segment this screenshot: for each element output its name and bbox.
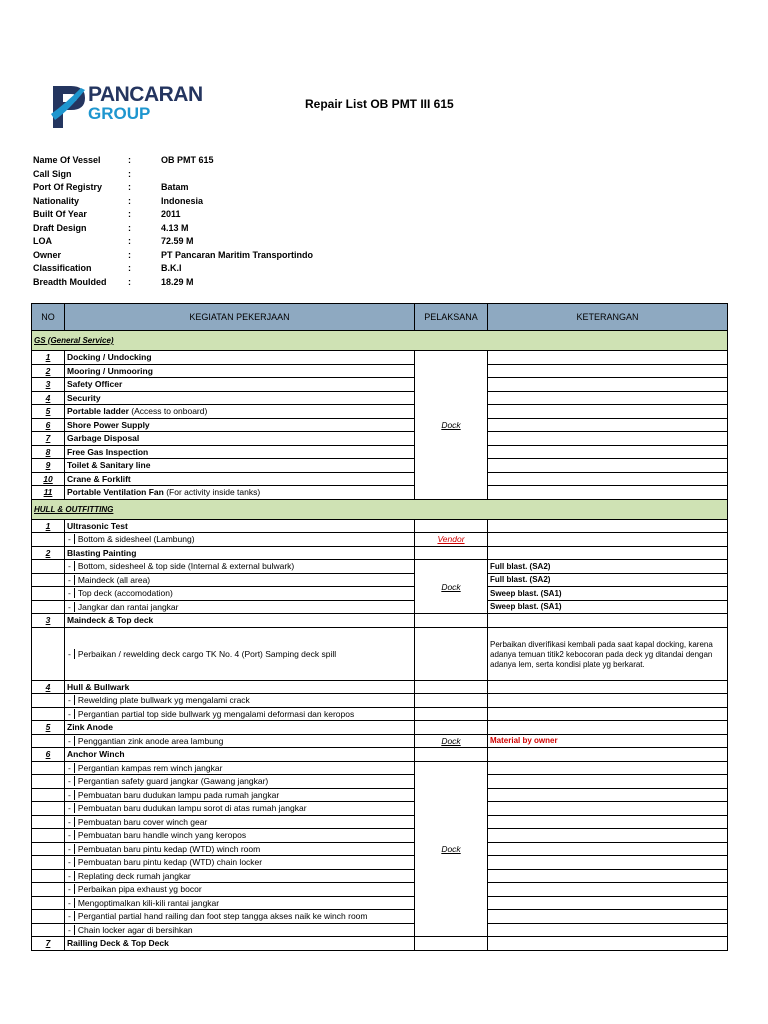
info-val: B.K.I xyxy=(161,263,182,273)
dash-marker: - xyxy=(68,817,75,827)
header-keterangan: KETERANGAN xyxy=(488,304,728,331)
row-number: 7 xyxy=(32,937,65,951)
task-name xyxy=(65,391,415,405)
sub-task-text: Maindeck (all area) xyxy=(77,574,151,585)
row-number: 5 xyxy=(32,721,65,735)
sub-task xyxy=(65,842,415,856)
keterangan-cell xyxy=(488,842,728,856)
sub-task-text: Pembuatan baru pintu kedap (WTD) chain locker xyxy=(77,857,263,868)
section-row xyxy=(32,499,728,519)
dash-marker: - xyxy=(68,871,75,881)
sub-task-text: Pergantian kampas rem winch jangkar xyxy=(77,762,223,773)
row-number xyxy=(32,923,65,937)
sub-task-text: Top deck (accomodation) xyxy=(77,588,173,599)
row-number xyxy=(32,842,65,856)
pelaksana-cell: Dock xyxy=(415,734,488,748)
company-logo xyxy=(49,83,203,130)
info-val: OB PMT 615 xyxy=(161,155,214,165)
dash-marker: - xyxy=(68,575,75,585)
dash-marker: - xyxy=(68,695,75,705)
task-name: Ultrasonic Test xyxy=(65,519,415,533)
table-row xyxy=(32,680,728,694)
keterangan-cell xyxy=(488,937,728,951)
dash-marker: - xyxy=(68,763,75,773)
info-colon: : xyxy=(128,195,131,206)
task-name xyxy=(65,432,415,446)
sub-task-text: Bottom, sidesheel & top side (Internal & external bulwark) xyxy=(77,561,295,572)
sub-task xyxy=(65,587,415,601)
table-row xyxy=(32,519,728,533)
header-no: NO xyxy=(32,304,65,331)
row-number: 11 xyxy=(32,486,65,500)
table-row xyxy=(32,883,728,897)
info-label: Port Of Registry xyxy=(33,182,103,192)
sub-task-text: Perbaikan pipa exhaust yg bocor xyxy=(77,884,202,895)
keterangan-cell xyxy=(488,856,728,870)
row-number: 3 xyxy=(32,378,65,392)
table-row xyxy=(32,533,728,547)
info-val: Indonesia xyxy=(161,195,204,206)
sub-task-text: Penggantian zink anode area lambung xyxy=(77,735,224,746)
task-name xyxy=(65,486,415,500)
row-number: 2 xyxy=(32,364,65,378)
sub-task-text: Pembuatan baru dudukan lampu pada rumah jangkar xyxy=(77,789,280,800)
sub-task-text: Pergantial partial hand railing dan foot step tangga akses naik ke winch room xyxy=(77,911,368,922)
keterangan-cell xyxy=(488,802,728,816)
table-row xyxy=(32,486,728,500)
dash-marker: - xyxy=(68,884,75,894)
task-name: Zink Anode xyxy=(65,721,415,735)
keterangan-cell: Perbaikan diverifikasi kembali pada saat kapal docking, karena adanya temuan titik2 kebocoran pada deck yg ditandai dengan adanya lem, serta kondisi plate yg berkarat. xyxy=(488,627,728,680)
keterangan-cell xyxy=(488,533,728,547)
keterangan-cell xyxy=(488,680,728,694)
dash-marker: - xyxy=(68,803,75,813)
pelaksana-cell xyxy=(415,694,488,708)
pelaksana-cell xyxy=(415,721,488,735)
keterangan-cell: Sweep blast. (SA1) xyxy=(488,587,728,601)
table-row xyxy=(32,391,728,405)
row-number xyxy=(32,775,65,789)
sub-task xyxy=(65,829,415,843)
sub-task-text: Pembuatan baru pintu kedap (WTD) winch room xyxy=(77,843,261,854)
pelaksana-cell xyxy=(415,748,488,762)
keterangan-cell xyxy=(488,445,728,459)
dash-marker: - xyxy=(68,857,75,867)
dash-marker: - xyxy=(68,588,75,598)
info-colon: : xyxy=(128,249,131,260)
table-row xyxy=(32,721,728,735)
info-val: PT Pancaran Maritim Transportindo xyxy=(161,249,314,260)
row-number: 10 xyxy=(32,472,65,486)
info-val: 4.13 M xyxy=(161,222,189,233)
info-label: Built Of Year xyxy=(33,209,87,219)
sub-task-text: Perbaikan / rewelding deck cargo TK No. 4 (Port) Samping deck spill xyxy=(77,648,337,659)
table-row xyxy=(32,734,728,748)
keterangan-cell xyxy=(488,432,728,446)
dash-marker: - xyxy=(68,649,75,659)
task-text: Toilet & Sanitary line xyxy=(67,460,151,471)
task-name xyxy=(65,378,415,392)
pelaksana-cell xyxy=(415,937,488,951)
info-val: Batam xyxy=(161,182,189,192)
table-row xyxy=(32,418,728,432)
info-colon: : xyxy=(128,276,131,287)
pelaksana-cell: Vendor xyxy=(415,533,488,547)
row-number xyxy=(32,707,65,721)
table-row xyxy=(32,761,728,775)
info-label: Classification xyxy=(33,263,92,273)
pelaksana-cell: Dock xyxy=(415,761,488,937)
row-number xyxy=(32,869,65,883)
row-number xyxy=(32,788,65,802)
info-label: Breadth Moulded xyxy=(33,276,107,287)
table-row xyxy=(32,748,728,762)
row-number xyxy=(32,600,65,614)
page-title: Repair List OB PMT III 615 xyxy=(305,97,454,111)
section-title: GS (General Service) xyxy=(32,331,728,351)
sub-task xyxy=(65,788,415,802)
keterangan-cell xyxy=(488,721,728,735)
sub-task xyxy=(65,761,415,775)
sub-task xyxy=(65,600,415,614)
task-text: Shore Power Supply xyxy=(67,419,150,430)
sub-task xyxy=(65,734,415,748)
repair-table xyxy=(31,303,728,951)
keterangan-cell xyxy=(488,923,728,937)
row-number xyxy=(32,815,65,829)
pelaksana-cell xyxy=(415,614,488,628)
table-row xyxy=(32,600,728,614)
table-header-row xyxy=(32,304,728,331)
pelaksana-cell xyxy=(415,627,488,680)
info-colon: : xyxy=(128,168,131,179)
task-text: Free Gas Inspection xyxy=(67,446,149,457)
keterangan-cell xyxy=(488,351,728,365)
dash-marker: - xyxy=(68,790,75,800)
keterangan-cell xyxy=(488,815,728,829)
table-row xyxy=(32,896,728,910)
info-label: LOA xyxy=(33,236,52,246)
task-text: Portable Ventilation Fan xyxy=(67,487,164,498)
table-row xyxy=(32,910,728,924)
keterangan-cell xyxy=(488,405,728,419)
pancaran-logo-icon xyxy=(49,84,87,130)
row-number: 8 xyxy=(32,445,65,459)
table-row xyxy=(32,614,728,628)
keterangan-cell xyxy=(488,459,728,473)
table-row xyxy=(32,378,728,392)
row-number: 4 xyxy=(32,680,65,694)
table-row xyxy=(32,459,728,473)
pelaksana-cell xyxy=(415,707,488,721)
row-number: 3 xyxy=(32,614,65,628)
table-row xyxy=(32,445,728,459)
table-row xyxy=(32,788,728,802)
table-row xyxy=(32,856,728,870)
dash-marker: - xyxy=(68,709,75,719)
sub-task xyxy=(65,923,415,937)
sub-task-text: Pergantian partial top side bullwark yg mengalami deformasi dan keropos xyxy=(77,708,355,719)
keterangan-cell: Sweep blast. (SA1) xyxy=(488,600,728,614)
task-name xyxy=(65,445,415,459)
task-name xyxy=(65,351,415,365)
sub-task-text: Pembuatan baru cover winch gear xyxy=(77,816,208,827)
keterangan-cell xyxy=(488,788,728,802)
row-number: 9 xyxy=(32,459,65,473)
keterangan-cell xyxy=(488,519,728,533)
sub-task xyxy=(65,815,415,829)
keterangan-cell xyxy=(488,472,728,486)
sub-task xyxy=(65,707,415,721)
task-name: Maindeck & Top deck xyxy=(65,614,415,628)
sub-task-text: Replating deck rumah jangkar xyxy=(77,870,191,881)
task-text: Garbage Disposal xyxy=(67,433,140,444)
table-row xyxy=(32,472,728,486)
sub-task-text: Mengoptimalkan kili-kili rantai jangkar xyxy=(77,897,220,908)
keterangan-cell xyxy=(488,707,728,721)
dash-marker: - xyxy=(68,830,75,840)
table-row xyxy=(32,560,728,574)
dash-marker: - xyxy=(68,776,75,786)
pelaksana-cell: Dock xyxy=(415,351,488,500)
keterangan-cell: Full blast. (SA2) xyxy=(488,560,728,574)
keterangan-cell xyxy=(488,910,728,924)
task-text: Security xyxy=(67,392,101,403)
logo-text-group: GROUP xyxy=(88,104,151,123)
row-number xyxy=(32,856,65,870)
sub-task xyxy=(65,856,415,870)
section-title: HULL & OUTFITTING xyxy=(32,499,728,519)
row-number xyxy=(32,560,65,574)
row-number: 6 xyxy=(32,748,65,762)
info-colon: : xyxy=(128,222,131,233)
dash-marker: - xyxy=(68,534,75,544)
sub-task-text: Pembuatan baru handle winch yang keropos xyxy=(77,830,247,841)
row-number xyxy=(32,734,65,748)
pelaksana-cell: Dock xyxy=(415,560,488,614)
sub-task xyxy=(65,896,415,910)
task-text: Mooring / Unmooring xyxy=(67,365,153,376)
section-row xyxy=(32,331,728,351)
keterangan-cell xyxy=(488,418,728,432)
table-row xyxy=(32,923,728,937)
table-row xyxy=(32,802,728,816)
table-row xyxy=(32,587,728,601)
task-text: Docking / Undocking xyxy=(67,352,152,363)
table-row xyxy=(32,842,728,856)
task-text: Safety Officer xyxy=(67,379,123,390)
table-row xyxy=(32,364,728,378)
keterangan-cell xyxy=(488,486,728,500)
pelaksana-cell xyxy=(415,519,488,533)
task-name xyxy=(65,459,415,473)
keterangan-cell xyxy=(488,748,728,762)
row-number: 7 xyxy=(32,432,65,446)
task-name: Blasting Painting xyxy=(65,546,415,560)
keterangan-cell: Material by owner xyxy=(488,734,728,748)
row-number xyxy=(32,573,65,587)
keterangan-cell xyxy=(488,391,728,405)
sub-task xyxy=(65,910,415,924)
sub-task-text: Chain locker agar di bersihkan xyxy=(77,924,193,935)
table-row xyxy=(32,405,728,419)
info-colon: : xyxy=(128,209,131,219)
table-row xyxy=(32,546,728,560)
task-name xyxy=(65,472,415,486)
info-colon: : xyxy=(128,182,131,192)
table-row xyxy=(32,707,728,721)
dash-marker: - xyxy=(68,844,75,854)
sub-task xyxy=(65,883,415,897)
dash-marker: - xyxy=(68,602,75,612)
row-number: 4 xyxy=(32,391,65,405)
header-kegiatan: KEGIATAN PEKERJAAN xyxy=(65,304,415,331)
row-number xyxy=(32,802,65,816)
sub-task-text: Jangkar dan rantai jangkar xyxy=(77,601,179,612)
table-row xyxy=(32,829,728,843)
row-number xyxy=(32,533,65,547)
row-number: 5 xyxy=(32,405,65,419)
task-name xyxy=(65,405,415,419)
table-row xyxy=(32,815,728,829)
sub-task-text: Pergantian safety guard jangkar (Gawang jangkar) xyxy=(77,776,269,787)
row-number: 2 xyxy=(32,546,65,560)
row-number: 1 xyxy=(32,351,65,365)
pelaksana-cell xyxy=(415,680,488,694)
row-number xyxy=(32,896,65,910)
keterangan-cell xyxy=(488,761,728,775)
sub-task xyxy=(65,533,415,547)
keterangan-cell xyxy=(488,883,728,897)
task-name xyxy=(65,364,415,378)
sub-task xyxy=(65,694,415,708)
dash-marker: - xyxy=(68,898,75,908)
info-label: Nationality xyxy=(33,195,80,206)
dash-marker: - xyxy=(68,925,75,935)
info-colon: : xyxy=(128,263,131,273)
sub-task xyxy=(65,802,415,816)
keterangan-cell xyxy=(488,378,728,392)
sub-task-text: Bottom & sidesheel (Lambung) xyxy=(77,534,195,545)
info-colon: : xyxy=(128,155,131,165)
row-number xyxy=(32,761,65,775)
sub-task-text: Rewelding plate bullwark yg mengalami crack xyxy=(77,695,250,706)
info-colon: : xyxy=(128,236,131,246)
row-number xyxy=(32,587,65,601)
row-number xyxy=(32,694,65,708)
info-val: 2011 xyxy=(161,209,181,219)
task-name: Railling Deck & Top Deck xyxy=(65,937,415,951)
keterangan-cell xyxy=(488,896,728,910)
table-row xyxy=(32,694,728,708)
table-row xyxy=(32,432,728,446)
task-note: (For activity inside tanks) xyxy=(163,487,261,498)
info-label: Owner xyxy=(33,249,62,260)
info-val: 72.59 M xyxy=(161,236,194,246)
keterangan-cell xyxy=(488,869,728,883)
info-val: 18.29 M xyxy=(161,276,194,287)
dash-marker: - xyxy=(68,911,75,921)
row-number xyxy=(32,627,65,680)
header-pelaksana: PELAKSANA xyxy=(415,304,488,331)
sub-task xyxy=(65,869,415,883)
table-row xyxy=(32,351,728,365)
task-text: Portable ladder xyxy=(67,406,129,417)
info-label: Draft Design xyxy=(33,222,87,233)
sub-task xyxy=(65,627,415,680)
sub-task-text: Pembuatan baru dudukan lampu sorot di atas rumah jangkar xyxy=(77,803,307,814)
row-number xyxy=(32,910,65,924)
keterangan-cell xyxy=(488,546,728,560)
row-number xyxy=(32,883,65,897)
dash-marker: - xyxy=(68,736,75,746)
dash-marker: - xyxy=(68,561,75,571)
pelaksana-cell xyxy=(415,546,488,560)
row-number xyxy=(32,829,65,843)
row-number: 1 xyxy=(32,519,65,533)
sub-task xyxy=(65,775,415,789)
keterangan-cell xyxy=(488,364,728,378)
keterangan-cell xyxy=(488,829,728,843)
task-name: Hull & Bullwark xyxy=(65,680,415,694)
keterangan-cell: Full blast. (SA2) xyxy=(488,573,728,587)
info-label: Call Sign xyxy=(33,168,72,179)
sub-task xyxy=(65,560,415,574)
task-note: (Access to onboard) xyxy=(128,406,208,417)
keterangan-cell xyxy=(488,614,728,628)
info-label: Name Of Vessel xyxy=(33,155,101,165)
keterangan-cell xyxy=(488,775,728,789)
task-text: Crane & Forklift xyxy=(67,473,131,484)
table-row xyxy=(32,627,728,680)
row-number: 6 xyxy=(32,418,65,432)
table-row xyxy=(32,937,728,951)
table-row xyxy=(32,869,728,883)
task-name xyxy=(65,418,415,432)
keterangan-cell xyxy=(488,694,728,708)
table-row xyxy=(32,775,728,789)
task-name: Anchor Winch xyxy=(65,748,415,762)
table-row xyxy=(32,573,728,587)
sub-task xyxy=(65,573,415,587)
logo-text-pancaran: PANCARAN xyxy=(88,83,203,106)
